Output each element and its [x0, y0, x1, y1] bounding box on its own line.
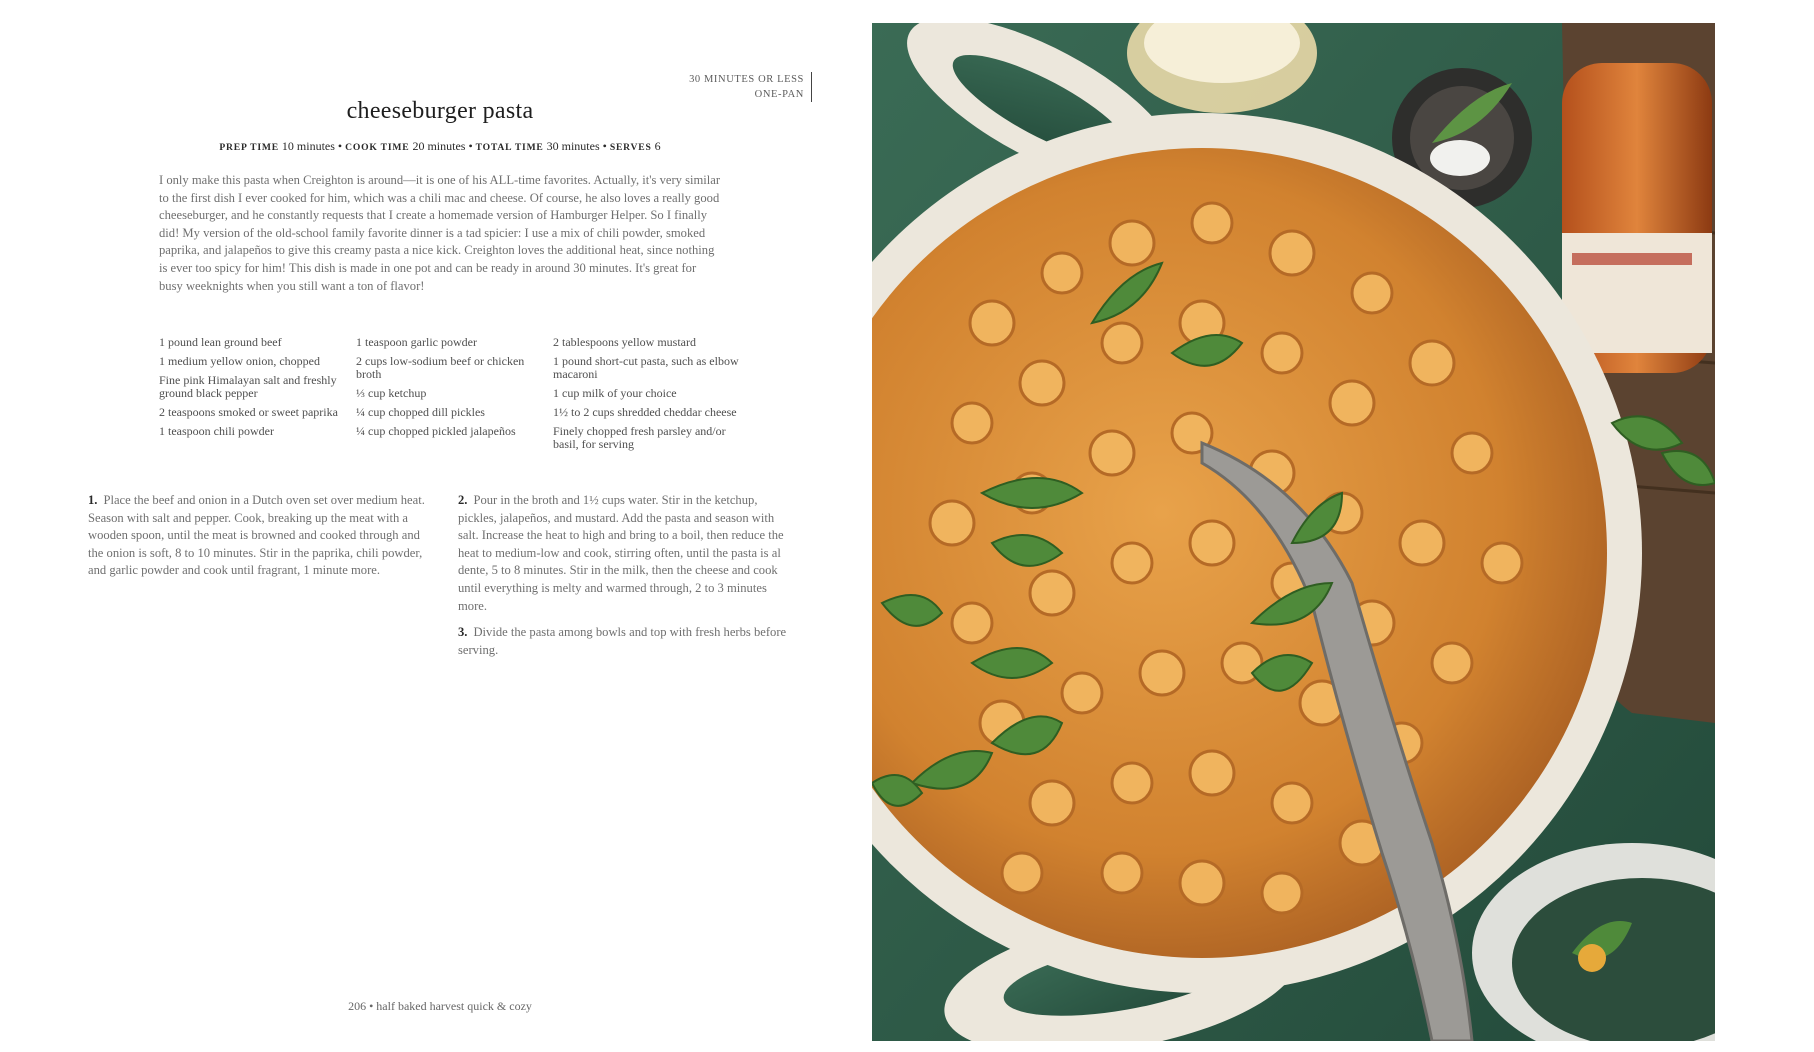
page-footer [250, 999, 630, 1014]
step-number: 2. [458, 493, 468, 507]
ingredient-item: 2 tablespoons yellow mustard [553, 335, 696, 349]
ingredients-column-2 [356, 336, 546, 444]
ingredient-item: Fine pink Himalayan salt and freshly ground black pepper [159, 372, 337, 401]
step-text: Place the beef and onion in a Dutch oven set over medium heat. Season with salt and pepper. Cook, breaking up the meat with a wooden spoon, until the meat is browned and cooked through and the onion is soft, 8 to 10 minutes. Stir in the paprika, chili powder, and garlic powder and cook until fragrant, 1 minute more. [88, 493, 425, 578]
ingredients-column-3 [553, 336, 743, 457]
ingredient-item: 1 cup milk of your choice [553, 386, 677, 401]
ingredient-item: Finely chopped fresh parsley and/or basil, for serving [553, 424, 726, 452]
prep-time-label: PREP TIME [219, 142, 279, 153]
steps-column-2 [458, 492, 788, 668]
cook-time-label: COOK TIME [345, 142, 410, 153]
hot-sauce-jar [1562, 63, 1712, 373]
step-number: 3. [458, 625, 468, 640]
pasta-photo-illustration [872, 23, 1715, 1041]
steps-column-1 [88, 492, 428, 589]
pasta-photo [872, 23, 1715, 1041]
times-separator: • [602, 139, 607, 153]
times-separator: • [468, 139, 473, 153]
footer-separator: • [369, 999, 374, 1013]
serves-value: 6 [654, 139, 661, 153]
step-1 [88, 492, 428, 580]
recipe-title: cheeseburger pasta [346, 98, 534, 124]
ingredient-item: 1 pound short-cut pasta, such as elbow macaroni [553, 353, 739, 382]
book-title: half baked harvest quick & cozy [376, 999, 532, 1013]
ingredients-column-1 [159, 336, 349, 444]
ingredient-item: 1½ to 2 cups shredded cheddar cheese [553, 405, 737, 420]
total-time-value: 30 minutes [546, 139, 600, 153]
step-number: 1. [88, 493, 98, 507]
ingredient-item: 2 teaspoons smoked or sweet paprika [159, 405, 338, 420]
step-3 [458, 624, 788, 659]
times-separator: • [337, 139, 343, 153]
tag-one-pan: ONE-PAN [754, 89, 804, 100]
ingredient-item: 1 teaspoon chili powder [159, 424, 274, 439]
ingredient-item: ⅓ cup ketchup [356, 386, 427, 401]
tag-30-minutes: 30 MINUTES OR LESS [689, 74, 804, 85]
ingredient-item: 1 medium yellow onion, chopped [159, 353, 320, 368]
total-time-label: TOTAL TIME [475, 142, 544, 153]
serves-label: SERVES [609, 142, 652, 153]
ingredient-item: 1 teaspoon garlic powder [356, 335, 477, 349]
cook-time-value: 20 minutes [412, 139, 466, 153]
prep-time-value: 10 minutes [281, 139, 335, 153]
ingredient-item: 1 pound lean ground beef [159, 335, 282, 349]
ingredient-item: ¼ cup chopped pickled jalapeños [356, 424, 516, 439]
ingredient-item: 2 cups low-sodium beef or chicken broth [356, 353, 525, 382]
step-text: Divide the pasta among bowls and top with fresh herbs before serving. [458, 625, 787, 657]
ingredient-item: ¼ cup chopped dill pickles [356, 405, 485, 420]
recipe-intro: I only make this pasta when Creighton is around—it is one of his ALL-time favorites. Actually, it's very similar to the first dish I ever cooked for him, which was a chili mac and cheese. Of course, he also loves a really good cheeseburger, and he constantly requests that I create a homemade version of Hamburger Helper. So I finally did! My version of the old-school family favorite dinner is a tad spicier: I use a mix of chili powder, smoked paprika, and jalapeños to give this creamy pasta a nice kick. Creighton loves the additional heat, since nothing is ever too spicy for him! This dish is made in one pot and can be ready in around 30 minutes. It's great for busy weeknights when you still want a ton of flavor! [159, 173, 721, 293]
step-2 [458, 492, 788, 615]
recipe-page [0, 0, 860, 1052]
step-text: Pour in the broth and 1½ cups water. Stir in the ketchup, pickles, jalapeños, and mustard. Add the pasta and season with salt. Increase the heat to high and bring to a boil, then reduce the heat to medium-low and cook, stirring often, until the pasta is al dente, 5 to 8 minutes. Stir in the milk, then the cheese and cook until everything is melty and warmed through, 2 to 3 minutes more. [458, 493, 784, 613]
page-number: 206 [348, 999, 367, 1013]
recipe-times [140, 139, 740, 154]
